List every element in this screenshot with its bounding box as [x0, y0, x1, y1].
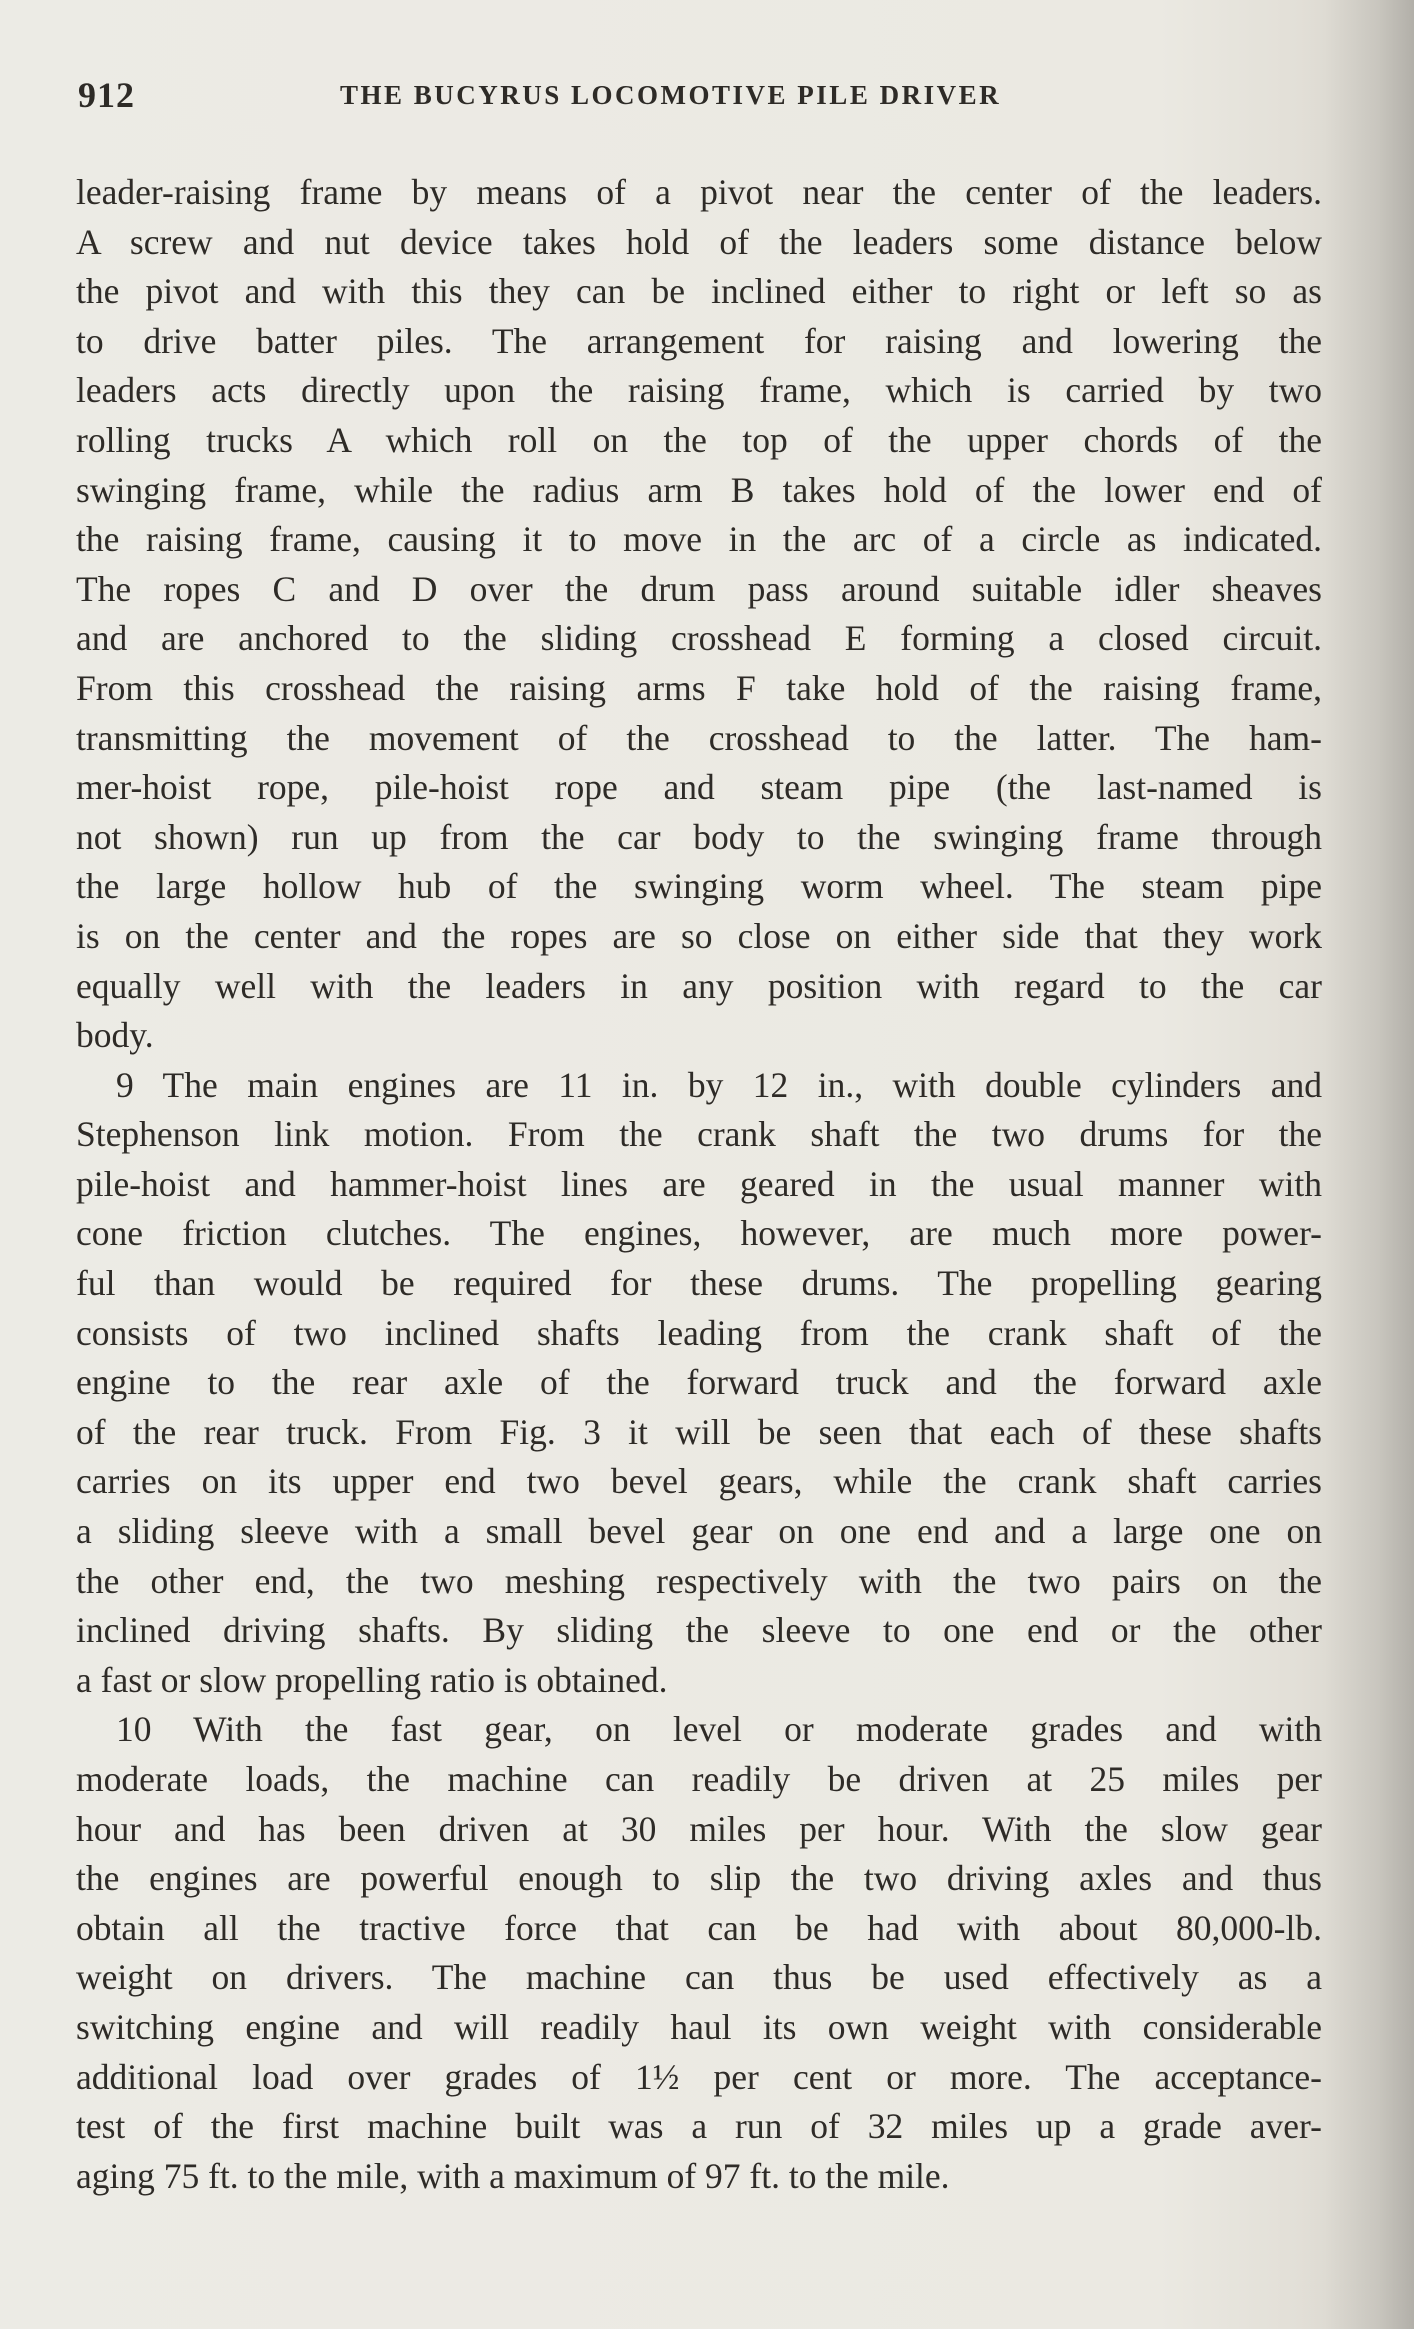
text-line: a sliding sleeve with a small bevel gear on one end and a large one on — [76, 1511, 1322, 1552]
text-line: The ropes C and D over the drum pass around suitable idler sheaves — [76, 568, 1322, 609]
text-line: transmitting the movement of the crosshead to the latter. The ham- — [76, 717, 1322, 758]
text-line: A screw and nut device takes hold of the leaders some distance below — [76, 221, 1322, 262]
text-line: of the rear truck. From Fig. 3 it will be seen that each of these shafts — [76, 1411, 1322, 1452]
text-line: and are anchored to the sliding crosshead E forming a closed circuit. — [76, 618, 1322, 659]
text-line: consists of two inclined shafts leading from the crank shaft of the — [76, 1312, 1322, 1353]
text-line: moderate loads, the machine can readily be driven at 25 miles per — [76, 1759, 1322, 1799]
text-line: hour and has been driven at 30 miles per hour. With the slow gear — [76, 1808, 1322, 1849]
text-line: obtain all the tractive force that can be had with about 80,000-lb. — [76, 1907, 1322, 1948]
text-line: carries on its upper end two bevel gears, while the crank shaft carries — [76, 1461, 1322, 1502]
text-line: the pivot and with this they can be inclined either to right or left so as — [76, 271, 1322, 312]
page-edge-shadow — [1324, 0, 1414, 2329]
text-line: the large hollow hub of the swinging worm wheel. The steam pipe — [76, 866, 1322, 907]
text-line: leader-raising frame by means of a pivot near the center of the leaders. — [76, 172, 1322, 212]
running-title: THE BUCYRUS LOCOMOTIVE PILE DRIVER — [340, 80, 1002, 110]
page-number: 912 — [78, 75, 135, 115]
text-line: test of the first machine built was a run of 32 miles up a grade aver- — [76, 2106, 1322, 2147]
text-line: the engines are powerful enough to slip the two driving axles and thus — [76, 1858, 1322, 1899]
text-line: aging 75 ft. to the mile, with a maximum of 97 ft. to the mile. — [76, 2155, 950, 2196]
text-line: not shown) run up from the car body to the swinging frame through — [76, 816, 1322, 857]
text-line: rolling trucks A which roll on the top of the upper chords of the — [76, 419, 1322, 460]
text-line: engine to the rear axle of the forward truck and the forward axle — [76, 1362, 1322, 1403]
text-line: a fast or slow propelling ratio is obtained. — [76, 1659, 668, 1700]
paragraph-9-start: 9 The main engines are 11 in. by 12 in., with double cylinders and — [116, 1064, 1322, 1105]
text-line: weight on drivers. The machine can thus be used effectively as a — [76, 1957, 1322, 1998]
text-line: switching engine and will readily haul its own weight with considerable — [76, 2006, 1322, 2047]
text-line: inclined driving shafts. By sliding the sleeve to one end or the other — [76, 1610, 1322, 1651]
text-line: additional load over grades of 1½ per cent or more. The acceptance- — [76, 2056, 1322, 2097]
text-line: cone friction clutches. The engines, however, are much more power- — [76, 1213, 1322, 1254]
text-line: From this crosshead the raising arms F take hold of the raising frame, — [76, 667, 1322, 708]
text-line: Stephenson link motion. From the crank shaft the two drums for the — [76, 1114, 1322, 1155]
text-line: the raising frame, causing it to move in the arc of a circle as indicated. — [76, 519, 1322, 560]
text-line: ful than would be required for these drums. The propelling gearing — [76, 1263, 1322, 1304]
text-line: the other end, the two meshing respectively with the two pairs on the — [76, 1560, 1322, 1601]
body-text — [76, 168, 1322, 2201]
text-line: swinging frame, while the radius arm B takes hold of the lower end of — [76, 469, 1322, 510]
text-line: mer-hoist rope, pile-hoist rope and steam pipe (the last-named is — [76, 767, 1322, 808]
text-line: to drive batter piles. The arrangement for raising and lowering the — [76, 320, 1322, 361]
text-line: body. — [76, 1015, 154, 1056]
text-line: leaders acts directly upon the raising frame, which is carried by two — [76, 370, 1322, 411]
text-line: equally well with the leaders in any position with regard to the car — [76, 965, 1322, 1006]
text-line: is on the center and the ropes are so close on either side that they work — [76, 915, 1322, 956]
paragraph-10-start: 10 With the fast gear, on level or moderate grades and with — [116, 1709, 1322, 1750]
text-line: pile-hoist and hammer-hoist lines are geared in the usual manner with — [76, 1163, 1322, 1204]
running-head — [78, 74, 1328, 118]
